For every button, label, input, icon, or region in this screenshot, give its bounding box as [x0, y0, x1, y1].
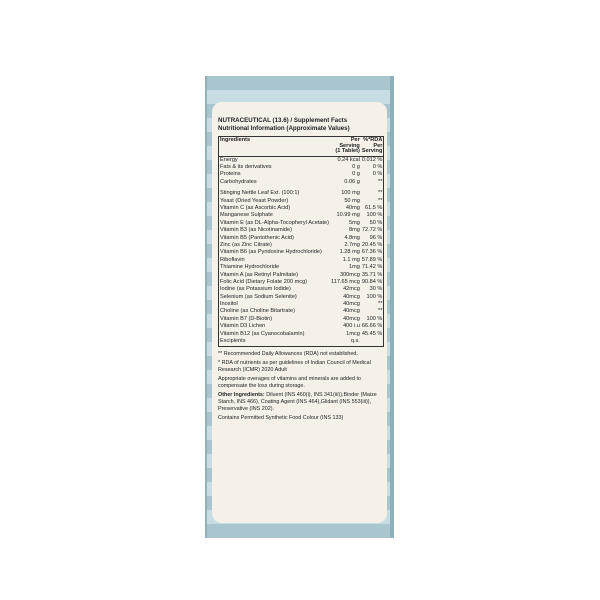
- table-row: [219, 190, 384, 197]
- notes: [218, 351, 381, 422]
- serving-amount: 100 mg: [341, 190, 360, 197]
- rda-value: [361, 338, 384, 346]
- table-row: [219, 205, 384, 212]
- table-row: [219, 220, 384, 227]
- serving-amount: 40mcg: [343, 315, 360, 322]
- rda-value: **: [378, 178, 383, 185]
- table-row: [219, 331, 384, 338]
- other-ingredients: [218, 392, 381, 413]
- serving-amount: 40mcg: [343, 308, 360, 315]
- serving-amount: q.s.: [350, 338, 360, 345]
- rda-value: 71.42 %: [361, 264, 383, 271]
- rda-value: 90.84 %: [361, 278, 383, 285]
- table-row: [219, 249, 384, 256]
- ingredient-name: Vitamin B6 (as Pyridoxine Hydrochloride): [220, 249, 322, 256]
- table-row: [219, 279, 384, 286]
- other-ingredients-label: Other Ingredients:: [218, 391, 265, 398]
- ingredient-name: Iodine (as Potassium Iodide): [220, 286, 291, 293]
- ingredient-name: Riboflavin: [220, 256, 245, 263]
- supplement-facts: [218, 117, 381, 424]
- table-header-row: [219, 137, 384, 157]
- rda-value: **: [378, 190, 383, 197]
- colour-note: Contains Permitted Synthetic Food Colour (INS 133): [218, 414, 344, 421]
- serving-amount: 8mg: [348, 227, 360, 234]
- table-row: [219, 264, 384, 271]
- table-row: [219, 338, 384, 346]
- rda-value: 35.71 %: [361, 271, 383, 278]
- rda-value: 66.66 %: [361, 323, 383, 330]
- serving-amount: 0 g: [352, 164, 360, 171]
- label-subtitle: Nutritional Information (Approximate Values): [218, 125, 350, 132]
- table-body: [219, 156, 384, 346]
- icmr-note: * RDA of nutrients as per guidelines of Indian Council of Medical Research (ICMR) 2020 Adult: [218, 359, 371, 373]
- table-row: [219, 213, 384, 220]
- rda-value: 30 %: [369, 286, 383, 293]
- rda-value: 67.36 %: [361, 249, 383, 256]
- table-row: [219, 227, 384, 234]
- rda-value: 0 %: [372, 171, 383, 178]
- col-per-serving-line2: (1 Tablet): [335, 148, 360, 155]
- ingredient-name: Zinc (as Zinc Citrate): [220, 241, 272, 248]
- col-rda: [361, 137, 384, 157]
- ingredient-name: Selenium (as Sodium Selenite): [220, 293, 297, 300]
- serving-amount: 10.99 mg: [336, 212, 360, 219]
- col-per-serving-line1: Per Serving: [339, 137, 360, 149]
- rda-value: 100 %: [366, 212, 383, 219]
- rda-value: 100 %: [366, 315, 383, 322]
- table-row: [219, 164, 384, 171]
- overages-note: Appropriate overages of vitamins and minerals are added to compensate the loss during storage.: [218, 375, 361, 389]
- rda-value: 0.012 %: [361, 156, 383, 163]
- ingredient-name: Vitamin E (as DL-Alpha-Tocopheryl Acetate): [220, 219, 330, 226]
- label-title: NUTRACEUTICAL (13.6) / Supplement Facts: [218, 117, 348, 124]
- serving-amount: 2.7mg: [344, 241, 360, 248]
- table-row: [219, 316, 384, 323]
- table-row: [219, 323, 384, 330]
- serving-amount: 50 mg: [344, 197, 360, 204]
- rda-value: **: [378, 197, 383, 204]
- ingredient-name: Proteins: [220, 171, 241, 178]
- rda-value: 72.72 %: [361, 227, 383, 234]
- serving-amount: 5mg: [348, 219, 360, 226]
- col-per-serving: [330, 137, 361, 157]
- serving-amount: 4.8mg: [344, 234, 360, 241]
- table-row: [219, 156, 384, 164]
- ingredient-name: Thiamine Hydrochloride: [220, 264, 280, 271]
- ingredient-name: Vitamin B7 (D-Biotin): [220, 315, 273, 322]
- serving-amount: 42mcg: [343, 286, 360, 293]
- ingredient-name: Stinging Nettle Leaf Ext. (100:1): [220, 190, 300, 197]
- rda-value: 100 %: [366, 293, 383, 300]
- table-row: [219, 286, 384, 293]
- ingredient-name: Carbohydrates: [220, 178, 257, 185]
- serving-amount: 1mg: [348, 264, 360, 271]
- table-row: [219, 257, 384, 264]
- rda-value: 57.89 %: [361, 256, 383, 263]
- ingredient-name: Vitamin A (as Retinyl Palmitate): [220, 271, 298, 278]
- table-row: [219, 294, 384, 301]
- table-row: [219, 198, 384, 205]
- ingredient-name: Vitamin B12 (as Cyanocobalamin): [220, 330, 305, 337]
- ingredient-name: Vitamin B3 (as Nicotinamide): [220, 227, 293, 234]
- serving-amount: 1mcg: [346, 330, 360, 337]
- ingredient-name: Energy: [220, 156, 238, 163]
- table-row: [219, 242, 384, 249]
- serving-amount: 40mcg: [343, 293, 360, 300]
- table-row: [219, 179, 384, 186]
- ingredient-name: Folic Acid (Dietary Folate 200 mcg): [220, 278, 308, 285]
- rda-value: **: [378, 301, 383, 308]
- rda-value: 61.5 %: [364, 205, 383, 212]
- rda-value: 0 %: [372, 164, 383, 171]
- box-edge: [390, 76, 394, 538]
- ingredient-name: Vitamin C (as Ascorbic Acid): [220, 205, 291, 212]
- nutrition-table: [218, 136, 384, 347]
- ingredient-name: Excipients: [220, 338, 246, 345]
- other-ingredients-text: Diluent (INS 460(i), INS 341(iii)),Binder (Maize Starch, INS 466), Coating Agent (INS 464),Glidant (INS 553(iii)), Preservative (INS 202).: [218, 391, 377, 412]
- serving-amount: 40mg: [345, 205, 360, 212]
- serving-amount: 40mcg: [343, 301, 360, 308]
- table-row: [219, 301, 384, 308]
- ingredient-name: Vitamin B5 (Pantothenic Acid): [220, 234, 294, 241]
- serving-amount: 1.1 mg: [342, 256, 360, 263]
- rda-value: 45.45 %: [361, 330, 383, 337]
- table-row: [219, 272, 384, 279]
- serving-amount: 1.28 mg: [339, 249, 360, 256]
- ingredient-name: Vitamin D3 Lichen: [220, 323, 266, 330]
- rda-value: 50 %: [369, 219, 383, 226]
- serving-amount: 117.65 mcg: [331, 278, 360, 285]
- col-ingredients: Ingredients: [219, 137, 331, 157]
- rda-value: 96 %: [369, 234, 383, 241]
- ingredient-name: Fats & its derivatives: [220, 164, 272, 171]
- col-rda-line1: %*RDA: [363, 137, 383, 143]
- col-rda-line2: Per Serving: [361, 142, 383, 155]
- ingredient-name: Choline (as Choline Bitartrate): [220, 308, 295, 315]
- table-row: [219, 172, 384, 179]
- table-row: [219, 235, 384, 242]
- rda-value: 20.45 %: [361, 241, 383, 248]
- serving-amount: 0.24 kcal: [337, 156, 360, 163]
- table-row: [219, 309, 384, 316]
- serving-amount: 300mcg: [339, 271, 360, 278]
- rda-value: **: [378, 308, 383, 315]
- rda-note: ** Recommended Daily Allowances (RDA) not established.: [218, 350, 358, 357]
- serving-amount: 0 g: [352, 171, 360, 178]
- ingredient-name: Yeast (Dried Yeast Powder): [220, 197, 289, 204]
- serving-amount: 0.06 g: [344, 178, 360, 185]
- ingredient-name: Manganese Sulphate: [220, 212, 273, 219]
- ingredient-name: Inositol: [220, 301, 238, 308]
- serving-amount: 400 i.u: [343, 323, 360, 330]
